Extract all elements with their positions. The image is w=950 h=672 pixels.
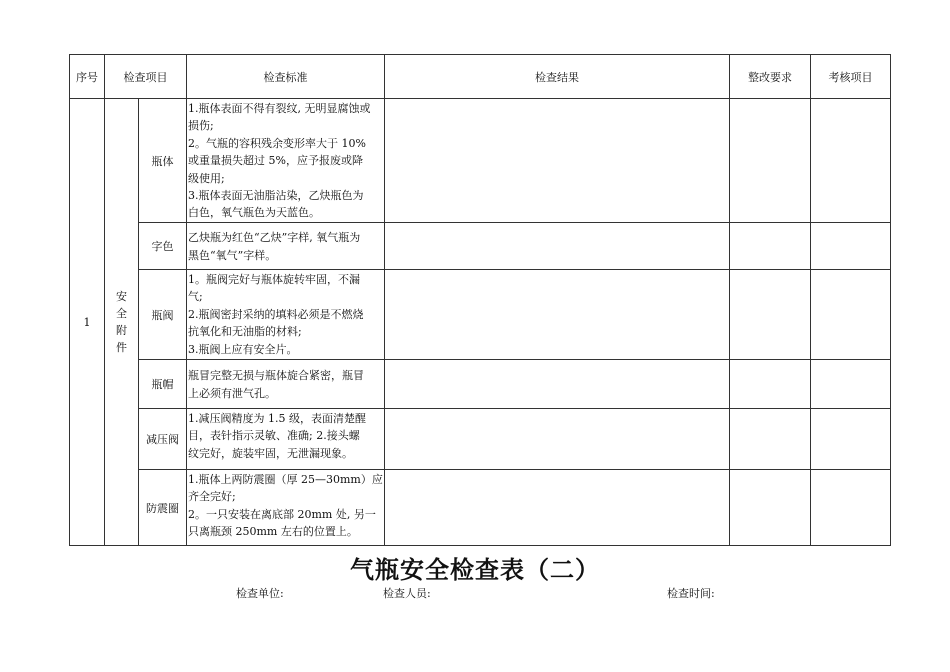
inspection-table (69, 54, 891, 546)
standard-line: 损伤; (188, 119, 214, 133)
item-name: 防震圈 (139, 470, 187, 546)
table-row (70, 270, 891, 360)
standard-line: 1.瓶体表面不得有裂纹, 无明显腐蚀或 (188, 102, 371, 115)
inspection-unit-label: 检查单位: (236, 587, 284, 600)
header-row (70, 55, 891, 99)
item-standard (187, 223, 385, 270)
item-standard (187, 360, 385, 409)
group-char: 件 (116, 341, 127, 354)
item-name: 瓶帽 (139, 360, 187, 409)
result-cell[interactable] (385, 270, 730, 360)
group-char: 全 (116, 307, 127, 320)
assessment-cell[interactable] (811, 470, 891, 546)
result-cell[interactable] (385, 409, 730, 470)
rectification-cell[interactable] (730, 99, 811, 223)
standard-line: 瓶冒完整无损与瓶体旋合紧密，瓶冒 (188, 369, 364, 383)
item-standard (187, 470, 385, 546)
item-name: 减压阀 (139, 409, 187, 470)
inspector-label: 检查人员: (383, 587, 431, 600)
standard-line: 纹完好，旋装牢固，无泄漏现象。 (188, 446, 353, 460)
header-standard: 检查标准 (187, 55, 385, 99)
table-row (70, 470, 891, 546)
item-standard (187, 409, 385, 470)
item-name: 瓶体 (139, 99, 187, 223)
rectification-cell[interactable] (730, 270, 811, 360)
standard-line: 2。气瓶的容积残余变形率大于 10% (188, 136, 366, 150)
assessment-cell[interactable] (811, 223, 891, 270)
standard-line: 1。瓶阀完好与瓶体旋转牢固，不漏 (188, 273, 360, 286)
standard-line: 只离瓶颈 250mm 左右的位置上。 (188, 525, 358, 539)
group-char: 附 (116, 324, 127, 337)
standard-line: 齐全完好; (188, 490, 236, 504)
table-row (70, 409, 891, 470)
table-row (70, 99, 891, 223)
standard-line: 抗氧化和无油脂的材料; (188, 325, 302, 339)
item-standard (187, 99, 385, 223)
header-item: 检查项目 (105, 55, 187, 99)
assessment-cell[interactable] (811, 99, 891, 223)
inspection-time-label: 检查时间: (667, 587, 715, 600)
standard-line: 3.瓶体表面无油脂沾染，乙炔瓶色为 (188, 189, 364, 203)
standard-line: 1.瓶体上两防震圈（厚 25—30mm）应 (188, 473, 383, 486)
header-result: 检查结果 (385, 55, 730, 99)
table-row (70, 360, 891, 409)
assessment-cell[interactable] (811, 409, 891, 470)
standard-line: 1.减压阀精度为 1.5 级，表面清楚醒 (188, 412, 366, 425)
standard-line: 2。一只安装在离底部 20mm 处, 另一 (188, 507, 376, 521)
rectification-cell[interactable] (730, 360, 811, 409)
group-char: 安 (116, 290, 127, 303)
standard-line: 乙炔瓶为红色“乙炔”字样, 氧气瓶为 (188, 231, 361, 245)
rectification-cell[interactable] (730, 409, 811, 470)
standard-line: 目，表针指示灵敏、准确; 2.接头螺 (188, 429, 360, 443)
rectification-cell[interactable] (730, 470, 811, 546)
document-title: 气瓶安全检查表（二） (350, 555, 600, 584)
item-name: 字色 (139, 223, 187, 270)
header-seq: 序号 (70, 55, 105, 99)
result-cell[interactable] (385, 470, 730, 546)
standard-line: 3.瓶阀上应有安全片。 (188, 342, 298, 356)
standard-line: 白色，氧气瓶色为天蓝色。 (188, 206, 320, 220)
result-cell[interactable] (385, 223, 730, 270)
standard-line: 2.瓶阀密封采纳的填料必须是不燃烧 (188, 307, 364, 321)
result-cell[interactable] (385, 99, 730, 223)
group-label (105, 99, 139, 546)
standard-line: 黑色“氧气”字样。 (188, 248, 277, 262)
item-name: 瓶阀 (139, 270, 187, 360)
header-assessment: 考核项目 (811, 55, 891, 99)
header-rectification: 整改要求 (730, 55, 811, 99)
assessment-cell[interactable] (811, 360, 891, 409)
item-standard (187, 270, 385, 360)
result-cell[interactable] (385, 360, 730, 409)
table-row (70, 223, 891, 270)
standard-line: 气; (188, 290, 203, 304)
rectification-cell[interactable] (730, 223, 811, 270)
standard-line: 上必须有泄气孔。 (188, 386, 276, 400)
standard-line: 级使用; (188, 171, 225, 185)
row-number: 1 (70, 99, 105, 546)
assessment-cell[interactable] (811, 270, 891, 360)
standard-line: 或重量损失超过 5%，应予报废或降 (188, 154, 363, 168)
